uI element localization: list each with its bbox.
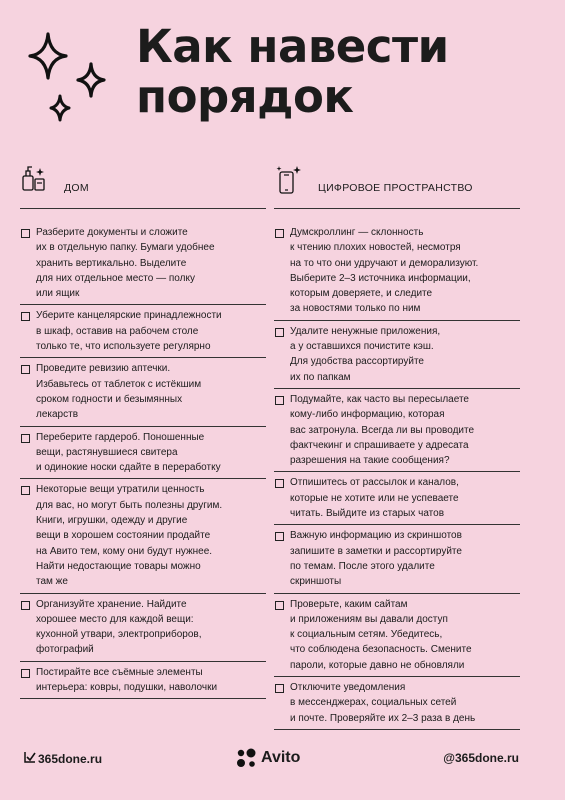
- checklist-item-text: Отключите уведомления: [290, 682, 406, 694]
- checklist-item: [20, 358, 266, 426]
- avito-dots-logo: [236, 748, 258, 770]
- checkbox[interactable]: [21, 669, 30, 678]
- checkbox[interactable]: [21, 601, 30, 610]
- checkbox[interactable]: [275, 479, 284, 488]
- checklist-item-text: Переберите гардероб. Поношенные: [36, 431, 205, 443]
- checklist-item-text: Уберите канцелярские принадлежности: [36, 310, 222, 322]
- checkbox[interactable]: [275, 396, 284, 405]
- checkbox[interactable]: [21, 312, 30, 321]
- checklist-item-text: Организуйте хранение. Найдите: [36, 598, 187, 610]
- checklist-item: [274, 389, 520, 472]
- checkbox[interactable]: [21, 434, 30, 443]
- checklist-item: [274, 321, 520, 389]
- checkbox[interactable]: [275, 532, 284, 541]
- checklist-item-text: а у оставшихся почистите кэш.: [290, 341, 434, 353]
- checkbox[interactable]: [21, 486, 30, 495]
- checklist-item-text: Думскроллинг — склонность: [290, 227, 424, 238]
- checklist-item-text: разрешения на такие сообщения?: [290, 455, 450, 467]
- checklist-item: [274, 677, 520, 730]
- checkbox[interactable]: [275, 684, 284, 693]
- checkbox[interactable]: [21, 365, 30, 374]
- smartphone-sparkle-icon: [274, 164, 304, 196]
- checklist-item-text: Книги, игрушки, одежду и другие: [36, 515, 188, 527]
- checklist-item-text: фактчекинг и спрашиваете у адресата: [290, 439, 469, 451]
- checklist-item-text: кухонной утвари, электроприборов,: [36, 629, 202, 641]
- checklist-item-text: Отпишитесь от рассылок и каналов,: [290, 477, 459, 489]
- checklist-item-text: Подумайте, как часто вы пересылаете: [290, 393, 469, 405]
- checklist-item-text: Важную информацию из скриншотов: [290, 530, 462, 542]
- digital-column-title: ЦИФРОВОЕ ПРОСТРАНСТВО: [318, 182, 473, 194]
- page-title: [136, 22, 449, 122]
- checklist-item-text: читать. Выйдите из старых чатов: [290, 508, 445, 520]
- checkbox[interactable]: [275, 229, 284, 238]
- checklist-item-text: их в отдельную папку. Бумаги удобнее: [36, 242, 215, 254]
- checklist-item-text: за новостями только по ним: [290, 303, 421, 315]
- avito-wordmark: Avito: [261, 749, 301, 766]
- digital-checklist: [274, 209, 520, 730]
- checklist-item: [274, 594, 520, 677]
- checklist-item: [20, 305, 266, 358]
- checkbox[interactable]: [21, 229, 30, 238]
- digital-column: [274, 162, 520, 730]
- checklist-item-text: и приложениям вы давали доступ: [290, 613, 448, 625]
- checklist-item-text: пароли, которые давно не обновляли: [290, 659, 465, 671]
- checklist-item-text: к чтению плохих новостей, несмотря: [290, 242, 461, 254]
- checklist-item-text: на то что они удручают и деморализуют.: [290, 257, 479, 269]
- checklist-item-text: Проведите ревизию аптечки.: [36, 363, 171, 375]
- checklist-item-text: в шкаф, оставив на рабочем столе: [36, 325, 199, 337]
- checklist-item-text: что соблюдена безопасность. Смените: [290, 644, 472, 656]
- home-column-header: [20, 162, 266, 209]
- checklist-item-text: фотографий: [36, 644, 94, 656]
- checklist-item-text: кому-либо информацию, которая: [290, 409, 445, 421]
- checklist-item-text: интерьера: ковры, подушки, наволочки: [36, 682, 218, 694]
- checklist-item: [20, 222, 266, 305]
- checklist-item-text: лекарств: [36, 409, 79, 421]
- checklist-item-text: там же: [36, 576, 68, 588]
- checklist-item-text: и одинокие носки сдайте в переработку: [36, 462, 221, 474]
- footer-site-link[interactable]: 365done.ru: [38, 752, 103, 766]
- checklist-item-text: Выберите 2–3 источника информации,: [290, 272, 471, 284]
- home-column: [20, 162, 266, 699]
- checkmark-icon: [24, 751, 36, 763]
- checklist-item-text: и почте. Проверяйте их 2–3 раза в день: [290, 712, 476, 724]
- checklist-item-text: которым доверяете, и следите: [290, 288, 433, 300]
- checklist-item: [20, 662, 266, 700]
- checklist-item-text: вещи, растянувшиеся свитера: [36, 446, 178, 458]
- checklist-item-text: Проверьте, каким сайтам: [290, 598, 408, 610]
- footer-handle[interactable]: @365done.ru: [443, 751, 519, 765]
- checklist-item-text: для них отдельное место — полку: [36, 272, 195, 284]
- checklist-item: [20, 479, 266, 593]
- checklist-item-text: хорошее место для каждой вещи:: [36, 613, 194, 625]
- checklist-item-text: вещи в хорошем состоянии продайте: [36, 530, 211, 542]
- checklist-item-text: Разберите документы и сложите: [36, 227, 188, 238]
- checklist-item-text: по темам. После этого удалите: [290, 560, 435, 572]
- checklist-item: [274, 525, 520, 593]
- home-checklist: [20, 209, 266, 699]
- footer-site: [24, 751, 102, 766]
- checklist-item-text: в мессенджерах, социальных сетей: [290, 697, 457, 709]
- checklist-item-text: к социальным сетям. Убедитесь,: [290, 629, 443, 641]
- checklist-item-text: Для удобства рассортируйте: [290, 356, 424, 368]
- checklist-item-text: хранить вертикально. Выделите: [36, 257, 187, 269]
- checklist-item: [274, 472, 520, 525]
- checklist-item-text: Найти недостающие товары можно: [36, 560, 201, 572]
- checklist-item-text: на Авито тем, кому они будут нужнее.: [36, 545, 213, 557]
- checklist-item-text: скриншоты: [290, 576, 342, 588]
- checklist-item: [20, 594, 266, 662]
- cleaning-supplies-icon: [20, 164, 50, 196]
- checklist-item-text: Избавьтесь от таблеток с истёкшим: [36, 378, 202, 390]
- checklist-item-text: Удалите ненужные приложения,: [290, 325, 441, 337]
- checkbox[interactable]: [275, 328, 284, 337]
- page-title-line-1: Как навести: [136, 20, 449, 73]
- checklist-item: [20, 427, 266, 480]
- home-column-title: ДОМ: [64, 182, 89, 194]
- checklist-item-text: или ящик: [36, 288, 80, 300]
- checklist-item-text: Постирайте все съёмные элементы: [36, 666, 203, 678]
- checklist-item-text: вас затронула. Всегда ли вы проводите: [290, 424, 475, 436]
- checkbox[interactable]: [275, 601, 284, 610]
- checklist-item-text: сроком годности и безымянных: [36, 393, 183, 405]
- footer: [0, 748, 565, 772]
- checklist-item: [274, 222, 520, 321]
- checklist-item-text: Некоторые вещи утратили ценность: [36, 484, 205, 496]
- sparkles-icon: [22, 28, 117, 123]
- digital-column-header: [274, 162, 520, 209]
- page-title-line-2: порядок: [136, 70, 354, 123]
- checklist-item-text: их по папкам: [290, 371, 351, 383]
- checklist-item-text: которые не хотите или не успеваете: [290, 492, 459, 504]
- checklist-item-text: запишите в заметки и рассортируйте: [290, 545, 462, 557]
- checklist-item-text: только те, что используете регулярно: [36, 341, 211, 353]
- checklist-item-text: для вас, но могут быть полезны другим.: [36, 499, 223, 511]
